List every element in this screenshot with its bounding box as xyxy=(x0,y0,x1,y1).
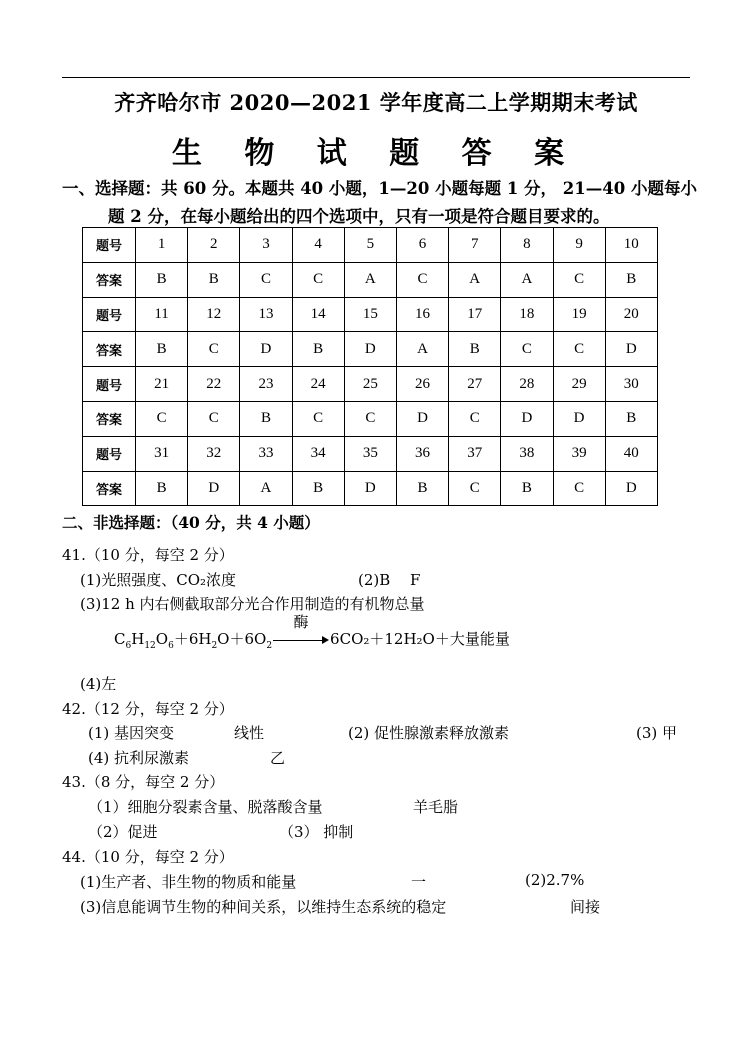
answer-row-label: 答案 xyxy=(83,262,136,297)
answer-cell: D xyxy=(501,401,553,436)
answer-cell: D xyxy=(605,332,657,367)
question-number-cell: 30 xyxy=(605,367,657,402)
q44-answer-1: (1)生产者、非生物的物质和能量 xyxy=(80,873,297,891)
q42-answer-1b: 线性 xyxy=(234,724,265,742)
question-number-cell: 40 xyxy=(605,436,657,471)
answer-cell: C xyxy=(449,401,501,436)
equation-products: 6CO₂＋12H₂O＋大量能量 xyxy=(330,630,510,648)
question-number-cell: 14 xyxy=(292,297,344,332)
answer-row xyxy=(83,332,658,367)
q43-header: 43.（8 分，每空 2 分） xyxy=(62,773,225,791)
question-number-cell: 7 xyxy=(449,228,501,263)
header-rule xyxy=(62,77,690,78)
question-number-cell: 17 xyxy=(449,297,501,332)
catalyst-label: 酶 xyxy=(293,613,309,631)
q42-answer-4: (4) 抗利尿激素 xyxy=(88,749,190,767)
answer-row xyxy=(83,262,658,297)
question-number-cell: 22 xyxy=(188,367,240,402)
answer-cell: B xyxy=(188,262,240,297)
answer-cell: B xyxy=(449,332,501,367)
answer-cell: D xyxy=(344,332,396,367)
answer-cell: C xyxy=(292,262,344,297)
q44-answer-1b: 一 xyxy=(411,873,427,891)
question-number-cell: 35 xyxy=(344,436,396,471)
question-number-cell: 19 xyxy=(553,297,605,332)
question-number-cell: 5 xyxy=(344,228,396,263)
question-number-cell: 9 xyxy=(553,228,605,263)
question-number-cell: 27 xyxy=(449,367,501,402)
question-number-cell: 4 xyxy=(292,228,344,263)
question-number-cell: 1 xyxy=(136,228,188,263)
question-number-cell: 13 xyxy=(240,297,292,332)
answer-row-label: 答案 xyxy=(83,471,136,506)
answer-row xyxy=(83,401,658,436)
q41-answer-3: (3)12 h 内右侧截取部分光合作用制造的有机物总量 xyxy=(80,595,425,613)
question-number-cell: 26 xyxy=(396,367,448,402)
photosynthesis-equation xyxy=(114,613,510,651)
question-number-cell: 11 xyxy=(136,297,188,332)
answer-row xyxy=(83,471,658,506)
question-number-cell: 18 xyxy=(501,297,553,332)
question-number-row xyxy=(83,436,658,471)
answer-cell: C xyxy=(344,401,396,436)
answer-cell: C xyxy=(240,262,292,297)
answer-cell: D xyxy=(344,471,396,506)
answer-row-label: 答案 xyxy=(83,401,136,436)
answer-cell: B xyxy=(292,471,344,506)
question-number-row xyxy=(83,297,658,332)
question-number-cell: 15 xyxy=(344,297,396,332)
answer-cell: C xyxy=(553,262,605,297)
answer-cell: C xyxy=(188,401,240,436)
q42-answer-3: (3) 甲 xyxy=(636,724,678,742)
reaction-arrow xyxy=(273,613,329,647)
section2-heading: 二、非选择题：（40 分，共 4 小题） xyxy=(62,513,320,532)
q41-answer-2: (2)B F xyxy=(358,571,421,589)
question-number-cell: 33 xyxy=(240,436,292,471)
question-number-cell: 32 xyxy=(188,436,240,471)
answer-cell: C xyxy=(553,471,605,506)
answer-row-label: 答案 xyxy=(83,332,136,367)
section1-heading-line1: 一、选择题：共 60 分。本题共 40 小题，1—20 小题每题 1 分， 21—40 小题每小 xyxy=(62,179,697,198)
q42-answer-2: (2) 促性腺激素释放激素 xyxy=(348,724,510,742)
question-number-cell: 6 xyxy=(396,228,448,263)
answer-cell: B xyxy=(501,471,553,506)
answer-cell: A xyxy=(240,471,292,506)
q42-answer-1: (1) 基因突变 xyxy=(88,724,175,742)
question-number-cell: 34 xyxy=(292,436,344,471)
answer-cell: C xyxy=(136,401,188,436)
answer-cell: B xyxy=(292,332,344,367)
section1-heading-line2: 题 2 分，在每小题给出的四个选项中，只有一项是符合题目要求的。 xyxy=(108,207,610,226)
answer-cell: B xyxy=(605,262,657,297)
answer-cell: A xyxy=(449,262,501,297)
answer-cell: A xyxy=(344,262,396,297)
question-number-cell: 2 xyxy=(188,228,240,263)
question-number-cell: 8 xyxy=(501,228,553,263)
page-title: 生 物 试 题 答 案 xyxy=(171,136,581,171)
q43-answer-1b: 羊毛脂 xyxy=(413,798,459,816)
question-number-cell: 39 xyxy=(553,436,605,471)
question-number-cell: 20 xyxy=(605,297,657,332)
q42-header: 42.（12 分，每空 2 分） xyxy=(62,700,234,718)
answer-cell: B xyxy=(240,401,292,436)
answer-cell: D xyxy=(396,401,448,436)
question-number-cell: 16 xyxy=(396,297,448,332)
exam-title: 齐齐哈尔市 2020—2021 学年度高二上学期期末考试 xyxy=(114,90,638,115)
answer-cell: C xyxy=(188,332,240,367)
q44-answer-3: (3)信息能调节生物的种间关系，以维持生态系统的稳定 xyxy=(80,898,447,916)
question-number-cell: 38 xyxy=(501,436,553,471)
answer-cell: B xyxy=(136,262,188,297)
q42-answer-4b: 乙 xyxy=(270,749,286,767)
answer-cell: B xyxy=(136,471,188,506)
answer-cell: C xyxy=(396,262,448,297)
q41-answer-4: (4)左 xyxy=(80,675,117,693)
answer-cell: B xyxy=(605,401,657,436)
answer-cell: C xyxy=(292,401,344,436)
answer-cell: C xyxy=(449,471,501,506)
question-number-cell: 10 xyxy=(605,228,657,263)
answer-cell: D xyxy=(605,471,657,506)
question-number-cell: 21 xyxy=(136,367,188,402)
answer-cell: A xyxy=(396,332,448,367)
q41-header: 41.（10 分，每空 2 分） xyxy=(62,546,234,564)
question-number-label: 题号 xyxy=(83,297,136,332)
answer-cell: A xyxy=(501,262,553,297)
question-number-cell: 31 xyxy=(136,436,188,471)
q43-answer-3: （3） 抑制 xyxy=(279,823,354,841)
question-number-cell: 24 xyxy=(292,367,344,402)
question-number-label: 题号 xyxy=(83,228,136,263)
q41-answer-1: (1)光照强度、CO₂浓度 xyxy=(80,571,237,589)
answer-cell: D xyxy=(188,471,240,506)
question-number-cell: 28 xyxy=(501,367,553,402)
answer-cell: D xyxy=(553,401,605,436)
answer-cell: B xyxy=(136,332,188,367)
q44-header: 44.（10 分，每空 2 分） xyxy=(62,848,234,866)
question-number-label: 题号 xyxy=(83,436,136,471)
question-number-cell: 23 xyxy=(240,367,292,402)
question-number-cell: 3 xyxy=(240,228,292,263)
question-number-row xyxy=(83,367,658,402)
question-number-cell: 12 xyxy=(188,297,240,332)
q44-answer-3b: 间接 xyxy=(570,898,601,916)
q43-answer-1: （1）细胞分裂素含量、脱落酸含量 xyxy=(88,798,323,816)
question-number-cell: 25 xyxy=(344,367,396,402)
question-number-label: 题号 xyxy=(83,367,136,402)
equation-reactants: $C_6H_{12}O_6+6H_2O+6O_2$ xyxy=(114,630,273,651)
question-number-cell: 29 xyxy=(553,367,605,402)
q44-answer-2: (2)2.7% xyxy=(525,871,585,889)
question-number-cell: 37 xyxy=(449,436,501,471)
answer-cell: C xyxy=(553,332,605,367)
answer-cell: B xyxy=(396,471,448,506)
question-number-row xyxy=(83,228,658,263)
choice-answer-table xyxy=(82,227,658,506)
answer-cell: D xyxy=(240,332,292,367)
answer-cell: C xyxy=(501,332,553,367)
q43-answer-2: （2）促进 xyxy=(88,823,158,841)
question-number-cell: 36 xyxy=(396,436,448,471)
